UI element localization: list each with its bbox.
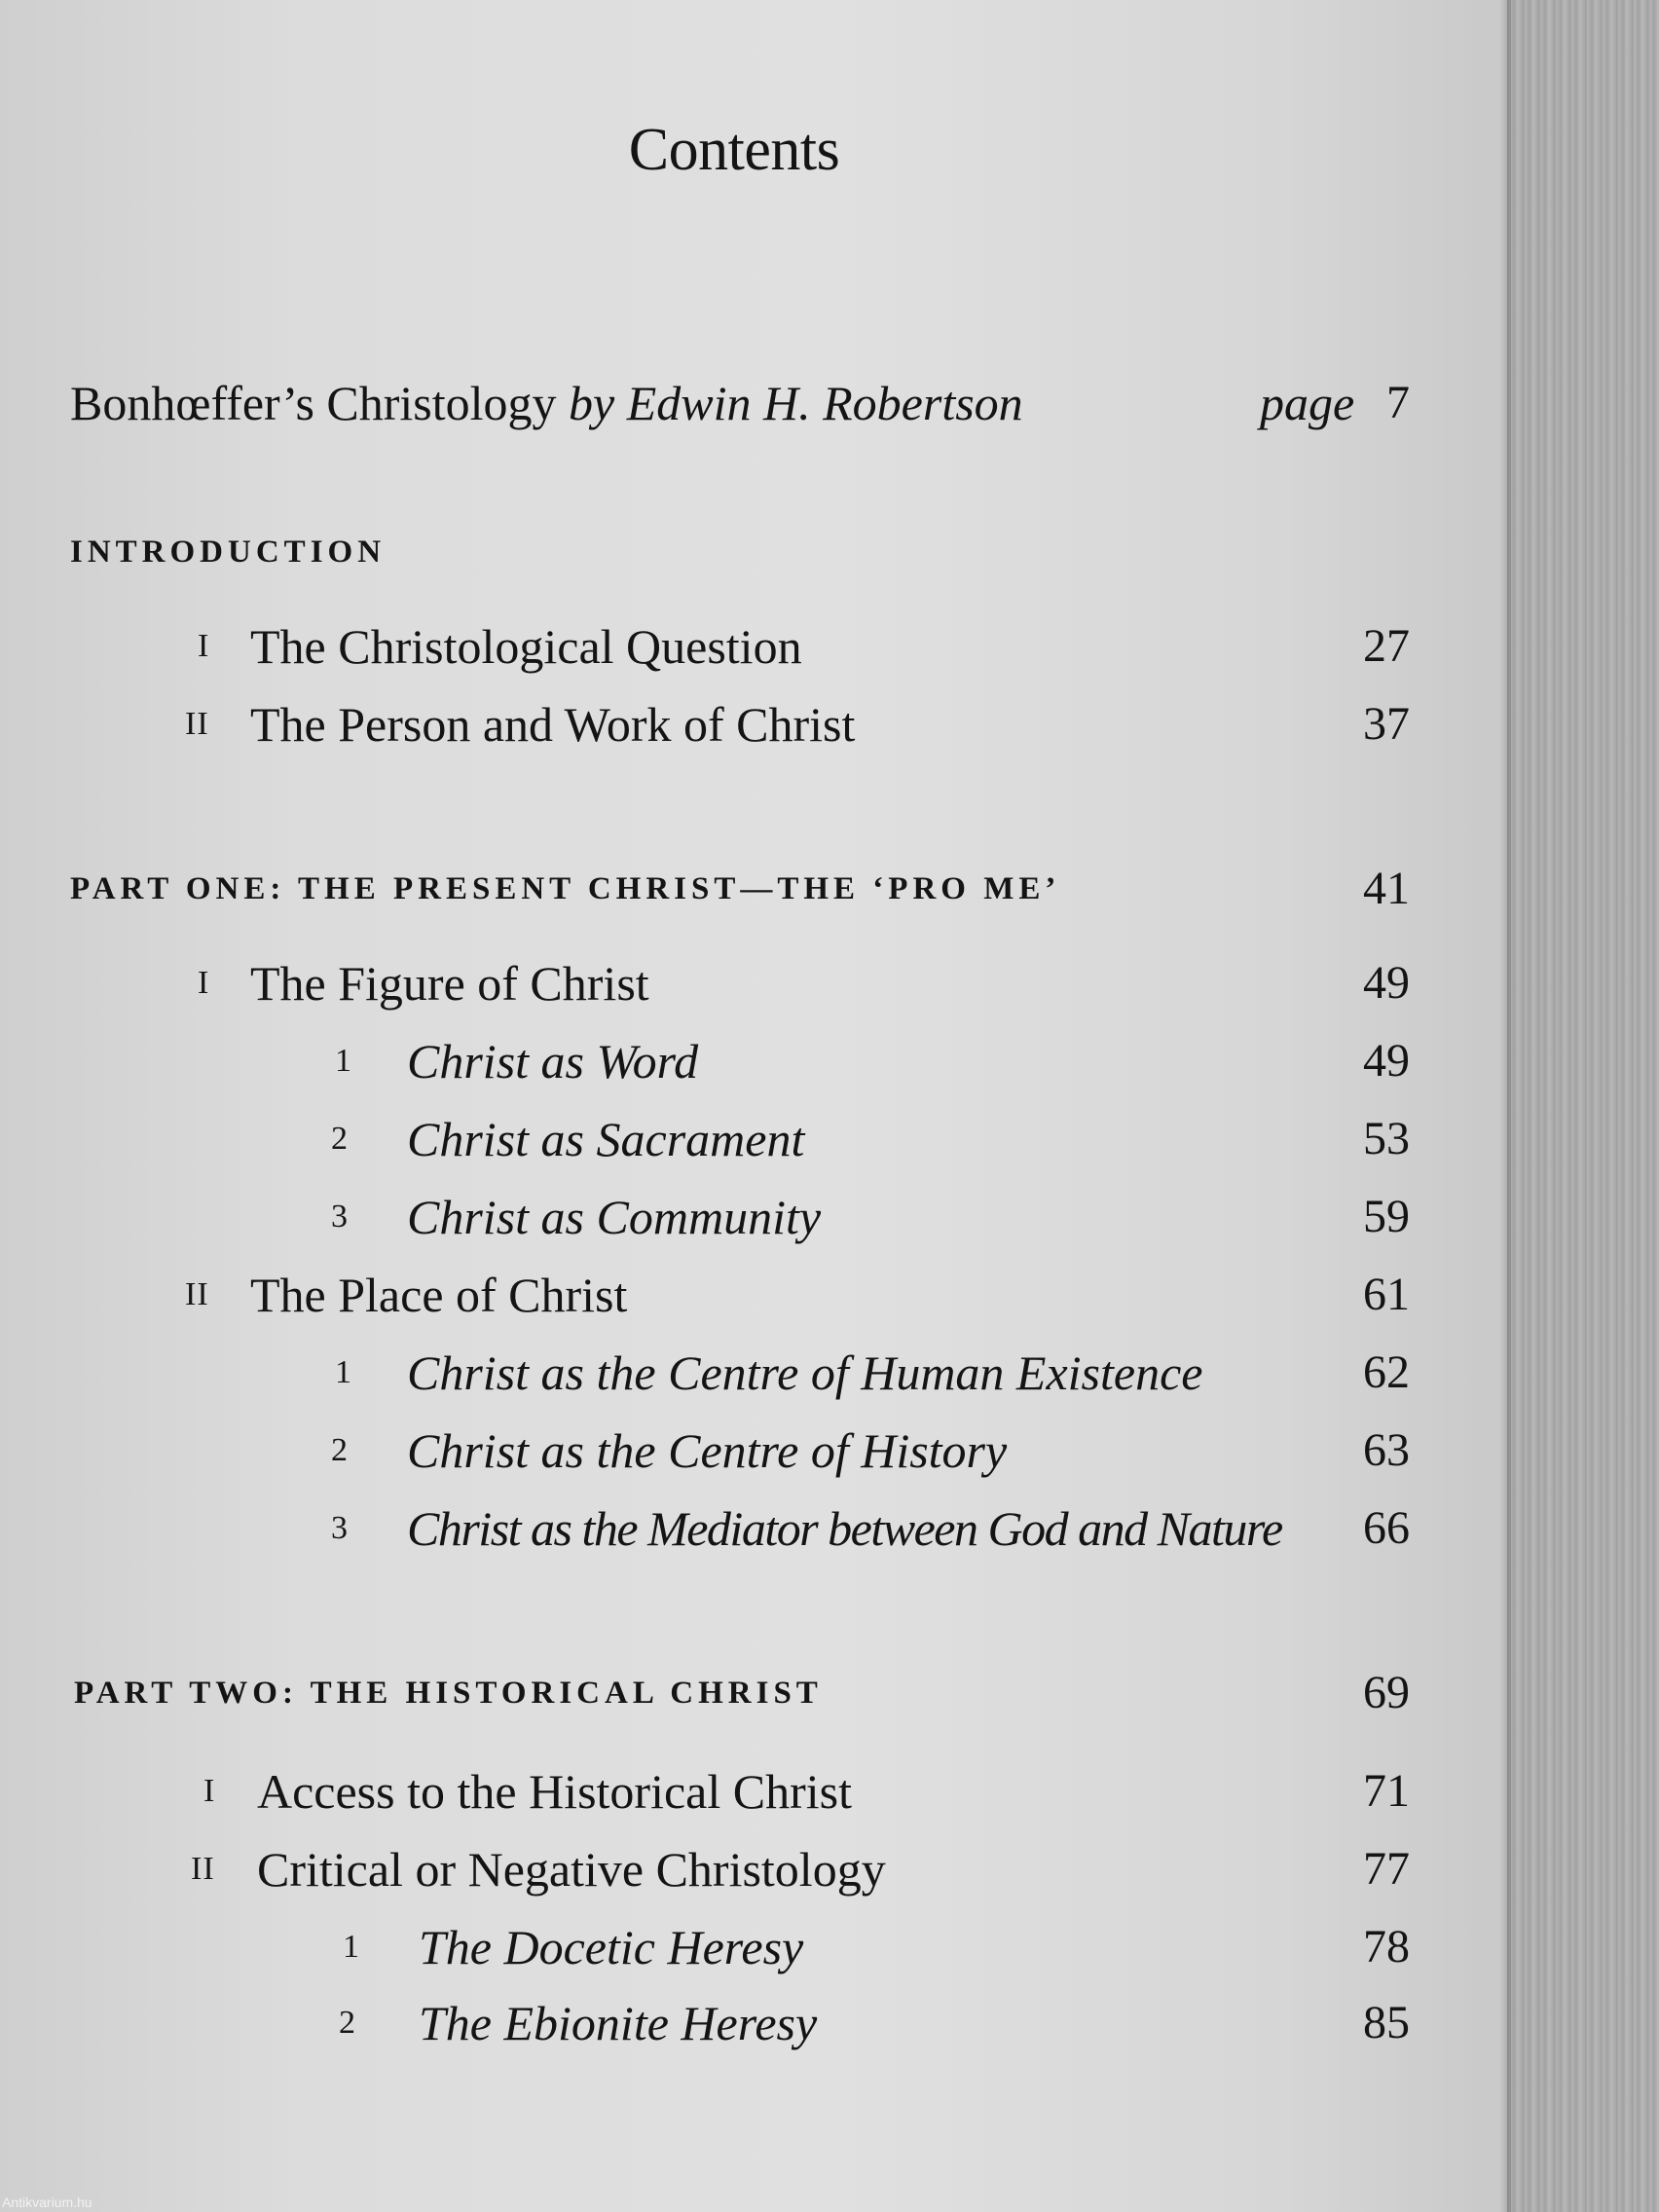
chapter-number: I — [203, 1773, 216, 1809]
page-number: 63 — [1363, 1424, 1410, 1476]
chapter-number: I — [198, 965, 210, 1001]
section-title: The Docetic Heresy — [419, 1920, 804, 1974]
section-number: 2 — [331, 1432, 349, 1468]
part-two-heading: PART TWO: THE HISTORICAL CHRIST — [74, 1676, 823, 1711]
preface-title: Bonhœffer’s Christology — [70, 376, 557, 430]
chapter-number: II — [191, 1851, 215, 1887]
toc-subentry — [70, 1343, 1410, 1403]
page-number: 78 — [1363, 1921, 1410, 1972]
section-title: Christ as Word — [407, 1034, 699, 1088]
section-title: The Ebionite Heresy — [419, 1996, 818, 2050]
section-number: 3 — [331, 1198, 349, 1235]
page-number: 49 — [1363, 1035, 1410, 1087]
toc-entry — [70, 1761, 1410, 1822]
toc-entry — [70, 953, 1410, 1014]
chapter-title: Critical or Negative Christology — [257, 1842, 886, 1897]
page-number: 27 — [1363, 620, 1410, 672]
introduction-heading: INTRODUCTION — [70, 535, 387, 570]
page-number: 71 — [1363, 1765, 1410, 1817]
chapter-title: The Figure of Christ — [250, 956, 649, 1011]
toc-subentry — [70, 1109, 1410, 1169]
section-number: 1 — [335, 1354, 352, 1390]
section-title: Christ as Sacrament — [407, 1112, 805, 1166]
toc-entry — [70, 616, 1410, 677]
chapter-title: Access to the Historical Christ — [257, 1764, 852, 1819]
part-one-heading: PART ONE: THE PRESENT CHRIST—THE ‘PRO ME’ — [70, 871, 1061, 906]
page-number: 66 — [1363, 1502, 1410, 1554]
chapter-number: II — [185, 1276, 209, 1312]
page-label: page — [1260, 376, 1355, 430]
preface-byline: by Edwin H. Robertson — [569, 376, 1023, 430]
section-number: 1 — [335, 1043, 352, 1079]
toc-subentry — [70, 1031, 1410, 1091]
toc-subentry — [70, 1498, 1410, 1559]
watermark: Antikvarium.hu — [2, 2194, 92, 2210]
page-number: 69 — [1363, 1667, 1410, 1718]
page-number: 77 — [1363, 1843, 1410, 1895]
toc-entry — [70, 694, 1410, 755]
chapter-title: The Christological Question — [250, 619, 802, 674]
page-number: 62 — [1363, 1346, 1410, 1398]
page-number: 53 — [1363, 1113, 1410, 1164]
chapter-number: II — [185, 706, 209, 742]
page-number: 37 — [1363, 698, 1410, 750]
toc-subentry — [70, 1420, 1410, 1481]
toc-subentry — [70, 1917, 1410, 1977]
section-number: 1 — [343, 1929, 360, 1965]
section-heading-introduction — [70, 522, 1410, 582]
section-title: Christ as the Centre of Human Existence — [407, 1346, 1203, 1400]
section-title: Christ as the Mediator between God and Nature — [407, 1501, 1282, 1556]
chapter-title: The Person and Work of Christ — [250, 697, 856, 752]
section-number: 2 — [331, 1121, 349, 1157]
page-number: 59 — [1363, 1191, 1410, 1242]
section-number: 3 — [331, 1510, 349, 1546]
section-heading-part-two — [70, 1663, 1410, 1723]
section-title: Christ as Community — [407, 1190, 822, 1244]
chapter-number: I — [198, 628, 210, 664]
page-number: 85 — [1363, 1997, 1410, 2048]
page-number: 49 — [1363, 957, 1410, 1009]
page-title: Contents — [628, 117, 840, 183]
toc-entry — [70, 1265, 1410, 1325]
section-title: Christ as the Centre of History — [407, 1423, 1008, 1478]
toc-entry-preface — [70, 373, 1410, 433]
chapter-title: The Place of Christ — [250, 1268, 628, 1322]
preface-page-number: 7 — [1386, 377, 1410, 428]
section-heading-part-one — [70, 859, 1410, 919]
toc-subentry — [70, 1993, 1410, 2053]
toc-subentry — [70, 1187, 1410, 1247]
gutter-shadow — [1499, 0, 1511, 2212]
toc-entry — [70, 1839, 1410, 1899]
section-number: 2 — [339, 2005, 356, 2041]
book-gutter — [1507, 0, 1659, 2212]
page-number: 61 — [1363, 1269, 1410, 1320]
page-number: 41 — [1363, 863, 1410, 914]
